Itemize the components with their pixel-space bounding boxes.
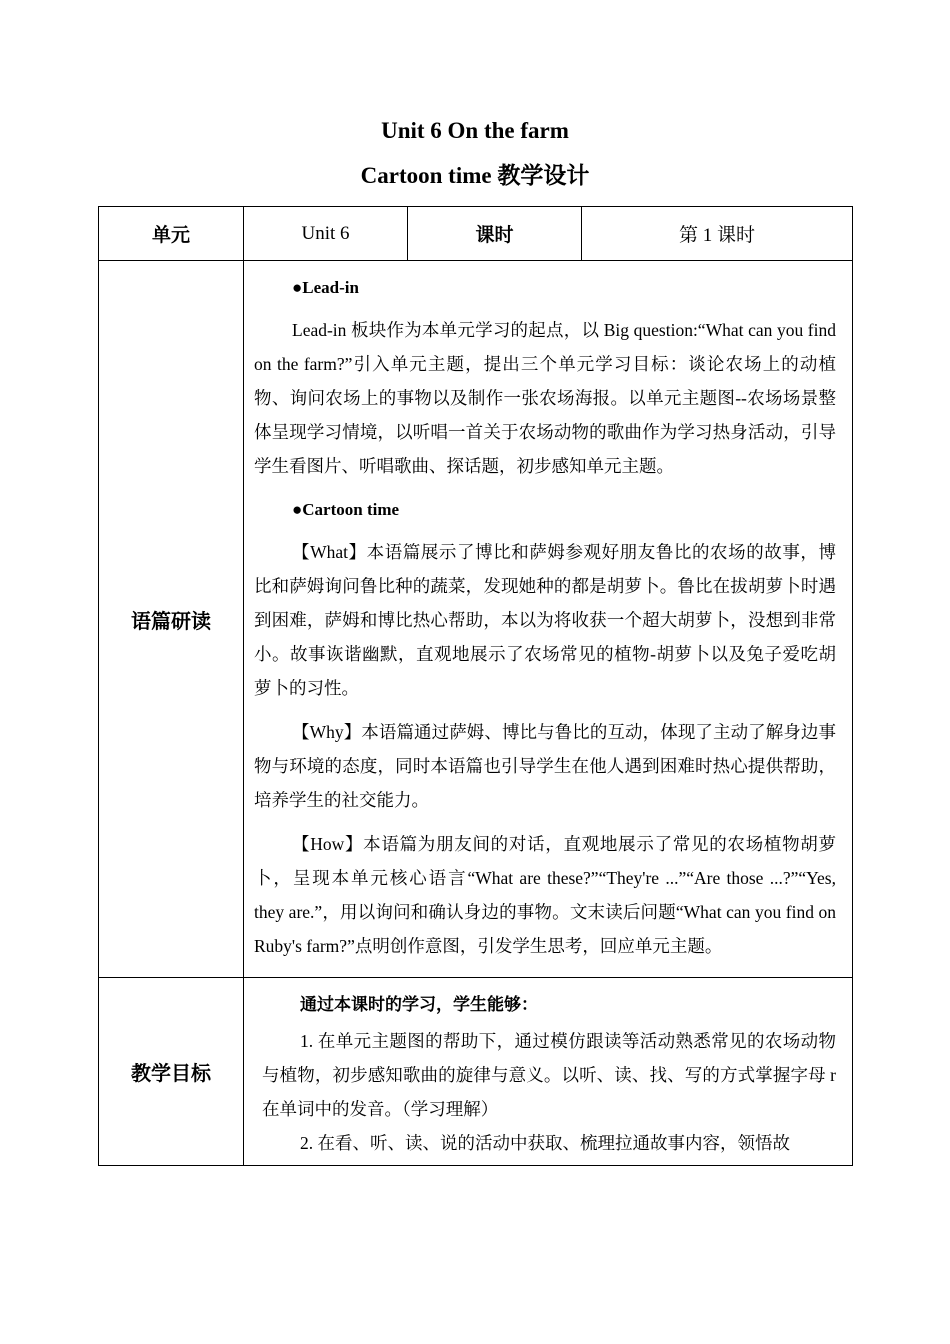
period-value: 第 1 课时 xyxy=(582,207,853,261)
reading-row xyxy=(99,261,853,978)
lesson-plan-table xyxy=(98,206,853,1166)
goals-content xyxy=(244,978,853,1166)
goals-label: 教学目标 xyxy=(99,978,244,1166)
document-subtitle: Cartoon time 教学设计 xyxy=(360,163,590,188)
leadin-paragraph: Lead-in 板块作为本单元学习的起点，以 Big question:“What can you find on the farm?”引入单元主题，提出三个单元学习目标：谈论农场上的动植物、询问农场上的事物以及制作一张农场海报。以单元主题图--农场场景整体呈现学习情境，以听唱一首关于农场动物的歌曲作为学习热身活动，引导学生看图片、听唱歌曲、探话题，初步感知单元主题。 xyxy=(254,320,836,476)
reading-content xyxy=(244,261,853,978)
unit-value: Unit 6 xyxy=(244,207,408,261)
unit-label: 单元 xyxy=(99,207,244,261)
cartoon-heading: ●Cartoon time xyxy=(292,500,400,519)
goals-intro: 通过本课时的学习，学生能够： xyxy=(300,995,538,1014)
why-paragraph: 【Why】本语篇通过萨姆、博比与鲁比的互动，体现了主动了解身边事物与环境的态度，同时本语篇也引导学生在他人遇到困难时热心提供帮助，培养学生的社交能力。 xyxy=(254,722,836,810)
reading-label: 语篇研读 xyxy=(99,261,244,978)
document-title: Unit 6 On the farm xyxy=(381,118,569,143)
how-paragraph: 【How】本语篇为朋友间的对话，直观地展示了常见的农场植物胡萝卜，呈现本单元核心语言“What are these?”“They're ...”“Are those ...?”“Yes, they are.”，用以询问和确认身边的事物。文末读后问题“What can you find on Ruby's farm?”点明创作意图，引发学生思考，回应单元主题。 xyxy=(254,834,836,956)
goal-item-2: 2. 在看、听、读、说的活动中获取、梳理拉通故事内容，领悟故 xyxy=(300,1133,790,1153)
goal-item-1: 1. 在单元主题图的帮助下，通过模仿跟读等活动熟悉常见的农场动物与植物，初步感知歌曲的旋律与意义。以听、读、找、写的方式掌握字母 r 在单词中的发音。（学习理解） xyxy=(262,1031,836,1119)
what-paragraph: 【What】本语篇展示了博比和萨姆参观好朋友鲁比的农场的故事，博比和萨姆询问鲁比种的蔬菜，发现她种的都是胡萝卜。鲁比在拔胡萝卜时遇到困难，萨姆和博比热心帮助，本以为将收获一个超大胡萝卜，没想到非常小。故事诙谐幽默，直观地展示了农场常见的植物-胡萝卜以及兔子爱吃胡萝卜的习性。 xyxy=(254,542,836,698)
goals-row xyxy=(99,978,853,1166)
header-row xyxy=(99,207,853,261)
leadin-heading: ●Lead-in xyxy=(292,278,359,297)
period-label: 课时 xyxy=(408,207,582,261)
